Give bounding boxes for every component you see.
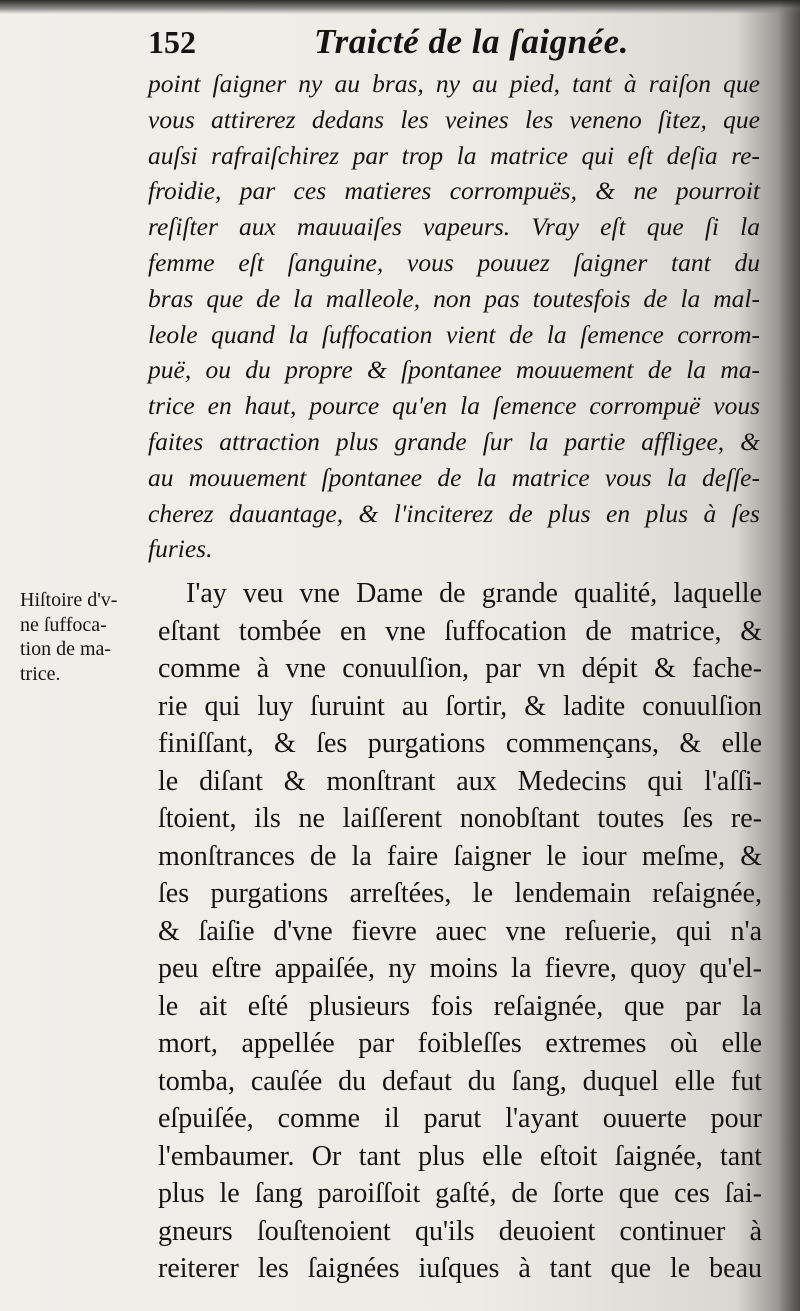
text-line: tomba, cauſée du defaut du ſang, duquel elle fut xyxy=(158,1065,762,1097)
roman-paragraph xyxy=(158,575,762,1288)
text-line: le ait eſté plusieurs fois reſaignée, que par la xyxy=(158,990,762,1022)
text-line: furies. xyxy=(148,534,213,564)
text-line: froidie, par ces matieres corrompuës, & ne pourroit xyxy=(148,176,760,206)
text-line: femme eſt ſanguine, vous pouuez ſaigner tant du xyxy=(148,247,760,277)
text-line: trice en haut, pource qu'en la ſemence corrompuë vous xyxy=(148,391,760,421)
text-line: vous attirerez dedans les veines les veneno ſitez, que xyxy=(148,104,760,134)
marginal-note xyxy=(20,588,150,686)
gutter-shadow xyxy=(778,0,800,1311)
text-line: ſes purgations arreſtées, le lendemain reſaignée, xyxy=(158,878,762,909)
top-edge-shadow xyxy=(0,0,800,14)
text-line: auſsi rafraiſchirez par trop la matrice qui eſt deſia re- xyxy=(148,140,760,170)
text-line: faites attraction plus grande ſur la partie affligee, & xyxy=(148,426,760,456)
text-line: puë, ou du propre & ſpontanee mouuement de la ma- xyxy=(148,355,760,385)
text-line: eſtant tombée en vne ſuffocation de matrice, & xyxy=(158,615,762,647)
text-line: l'embaumer. Or tant plus elle eſtoit ſaignée, tant xyxy=(158,1140,762,1172)
text-line: & ſaiſie d'vne fievre auec vne reſuerie, qui n'a xyxy=(158,915,762,947)
text-line: plus le ſang paroiſſoit gaſté, de ſorte que ces ſai- xyxy=(158,1178,762,1209)
running-title: Traicté de la ſaignée. xyxy=(314,22,629,61)
text-line: ſtoient, ils ne laiſſerent nonobſtant toutes ſes re- xyxy=(158,803,762,834)
text-line: mort, appellée par foibleſſes extremes où elle xyxy=(158,1028,762,1059)
text-line: gneurs ſouſtenoient qu'ils deuoient continuer à xyxy=(158,1215,762,1247)
page-header xyxy=(148,18,788,66)
marginal-line: trice. xyxy=(20,662,61,685)
text-line: leole quand la ſuffocation vient de la ſemence corrom- xyxy=(148,319,760,349)
marginal-line: tion de ma- xyxy=(20,638,112,660)
text-line: peu eſtre appaiſée, ny moins la fievre, quoy qu'el- xyxy=(158,953,762,984)
text-line: rie qui luy ſuruint au ſortir, & ladite conuulſion xyxy=(158,690,762,722)
page-number: 152 xyxy=(148,24,196,60)
text-line: le diſant & monſtrant aux Medecins qui l'aſſi- xyxy=(158,765,762,797)
marginal-line: Hiſtoire d'v- xyxy=(20,589,118,611)
text-line: monſtrances de la faire ſaigner le iour meſme, & xyxy=(158,840,762,872)
italic-paragraph xyxy=(148,66,760,567)
text-line: reiterer les ſaignées iuſques à tant que le beau xyxy=(158,1253,762,1284)
text-line: bras que de la malleole, non pas toutesfois de la mal- xyxy=(148,283,760,313)
text-line: eſpuiſée, comme il parut l'ayant ouuerte pour xyxy=(158,1103,762,1134)
text-line: au mouuement ſpontanee de la matrice vous la deſſe- xyxy=(148,462,760,492)
text-line: I'ay veu vne Dame de grande qualité, laquelle xyxy=(186,578,762,609)
text-line: comme à vne conuulſion, par vn dépit & fache- xyxy=(158,653,762,684)
text-line: cherez dauantage, & l'inciterez de plus en plus à ſes xyxy=(148,498,760,528)
text-line: finiſſant, & ſes purgations commençans, & elle xyxy=(158,728,762,759)
marginal-line: ne ſuffoca- xyxy=(20,613,107,636)
text-line: point ſaigner ny au bras, ny au pied, tant à raiſon que xyxy=(148,69,760,98)
text-line: reſiſter aux mauuaiſes vapeurs. Vray eſt que ſi la xyxy=(148,212,760,242)
